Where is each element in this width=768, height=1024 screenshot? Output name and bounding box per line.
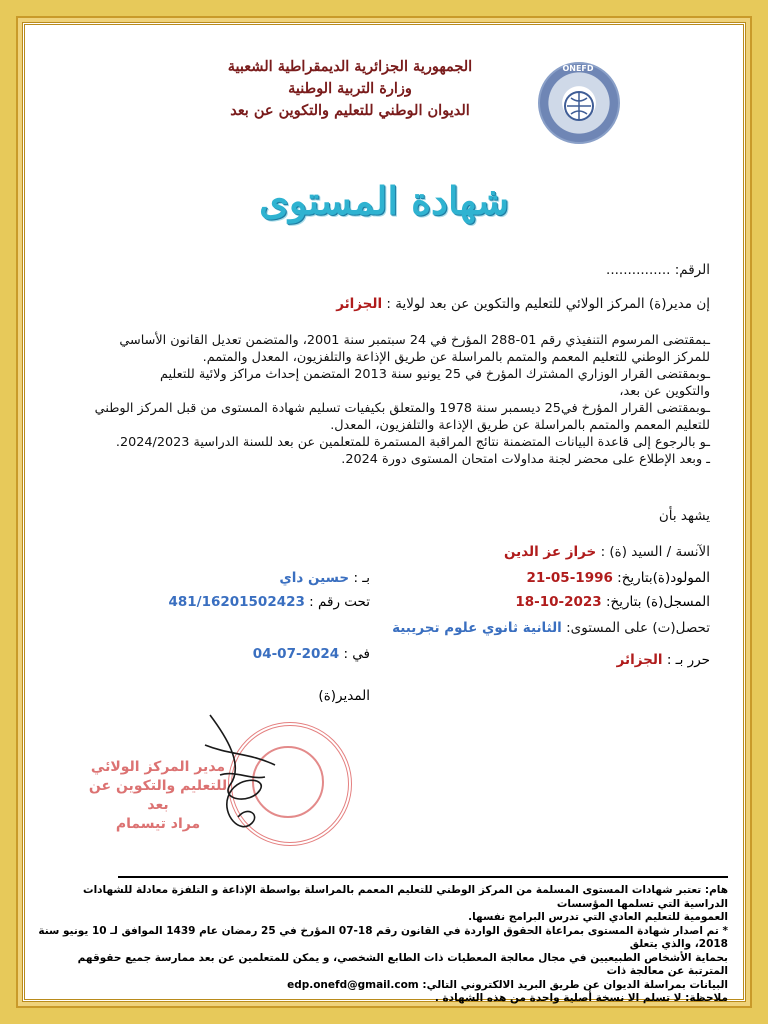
- consideration-line: ـ وبعد الإطلاع على محضر لجنة مداولات امتحان المستوى دورة 2024.: [341, 452, 710, 467]
- registration-number-label: تحت رقم :: [304, 594, 370, 610]
- certifies-text: يشهد بأن: [658, 508, 710, 524]
- issue-date-row: [170, 646, 370, 662]
- name-row: [56, 544, 710, 560]
- issued-at-label: حرر بـ :: [662, 652, 710, 668]
- note-line: ملاحظة: لا تسلم الا نسخة أصلية واحدة من هذه الشهادة .: [434, 992, 728, 1004]
- level-row: [56, 620, 710, 636]
- onefd-logo: [538, 62, 620, 144]
- director-label: المدير(ة): [318, 688, 370, 704]
- issued-at-value: الجزائر: [616, 652, 663, 668]
- birth-place-label: بـ :: [349, 570, 370, 586]
- stamp-line-2: للتعليم والتكوين عن بعد: [88, 778, 228, 813]
- consideration-line: والتكوين عن بعد،: [619, 384, 710, 399]
- handwritten-signature: [190, 705, 290, 845]
- republic-name: الجمهورية الجزائرية الديمقراطية الشعبية: [227, 58, 473, 75]
- stamp-line-1: مدير المركز الولائي: [90, 759, 226, 775]
- level-value: الثانية ثانوي علوم تجريبية: [392, 620, 562, 636]
- consideration-line: ـبمقتضى المرسوم التنفيذي رقم 01-288 المؤرخ في 24 سبتمبر سنة 2001، والمتضمن تعديل القانون الأساسي: [119, 333, 710, 348]
- consideration-line: للمركز الوطني للتعليم المعمم والمتمم بالمراسلة عن طريق الإذاعة والتلفزيون، المعدل والمتمم.: [202, 350, 710, 365]
- note-line: البيانات بمراسلة الديوان عن طريق البريد الالكتروني التالي: edp.onefd@gmail.com: [287, 978, 728, 991]
- issue-date-label: في :: [339, 646, 370, 662]
- name-value: خراز عز الدين: [504, 544, 597, 560]
- note-line: * تم اصدار شهادة المستوى بمراعاة الحقوق الواردة في القانون رقم 18-07 المؤرخ في 25 رمضان عام 1439 الموافق لـ 10 يونيو سنة 2018، والذي يتعلق: [38, 924, 728, 950]
- issue-date-value: 04-07-2024: [252, 646, 340, 662]
- birth-date-value: 21-05-1996: [526, 570, 613, 586]
- registration-date-label: المسجل(ة) بتاريخ:: [601, 594, 710, 610]
- birth-date-label: المولود(ة)بتاريخ:: [612, 570, 710, 586]
- certificate-title: شهادة المستوى: [259, 178, 509, 223]
- consideration-line: ـو بالرجوع إلى قاعدة البيانات المتضمنة نتائج المراقبة المستمرة للمتعلمين عن بعد للسنة الدراسية 2024/2023.: [115, 435, 710, 450]
- birth-place-row: [170, 570, 370, 586]
- logo-label: ONEFD: [562, 64, 594, 73]
- birth-place-value: حسين داي: [279, 570, 350, 586]
- consideration-line: ـوبمقتضى القرار المؤرخ في25 ديسمبر سنة 1978 والمتعلق بكيفيات تسليم شهادة المستوى من قبل المركز الوطني: [94, 401, 710, 416]
- consideration-line: ـوبمقتضى القرار الوزاري المشترك المؤرخ في 25 يونيو سنة 2013 المتضمن إحداث مراكز ولائية للتعليم: [160, 367, 710, 382]
- name-label: الآنسة / السيد (ة) :: [596, 544, 710, 560]
- globe-icon: [540, 64, 618, 142]
- wilaya-value: الجزائر: [336, 296, 383, 312]
- note-line: هام: تعتبر شهادات المستوى المسلمة من المركز الوطني للتعليم المعمم بالمراسلة بواسطة الإذاعة و التلفزة معادلة للشهادات الدراسية التي تسلمها المؤسسات: [83, 884, 728, 910]
- reference-number: الرقم: ...............: [606, 262, 710, 278]
- level-label: تحصل(ت) على المستوى:: [561, 620, 710, 636]
- birth-date-row: [400, 570, 710, 586]
- note-line: بحماية الأشخاص الطبيعيين في مجال معالجة المعطيات ذات الطابع الشخصي، و يمكن للمتعلمين عن بعد ممارسة جميع حقوقهم المترتبة عن معالجة ذات: [77, 951, 728, 977]
- registration-date-value: 18-10-2023: [515, 594, 602, 610]
- registration-number-value: 481/16201502423: [168, 594, 305, 610]
- header-block: [200, 56, 500, 122]
- consideration-line: للتعليم المعمم والمتمم بالمراسلة عن طريق الإذاعة والتلفزيون، المعدل.: [330, 418, 710, 433]
- footer-divider: [118, 876, 728, 878]
- note-line: العمومية للتعليم العادي التي تدرس البرامج نفسها.: [468, 911, 728, 923]
- registration-date-row: [400, 594, 710, 610]
- registration-number-row: [110, 594, 370, 610]
- legal-considerations: [50, 332, 710, 468]
- stamp-line-3: مراد تيسمام: [115, 816, 201, 832]
- issued-at-row: [470, 652, 710, 668]
- footer-notes: [38, 884, 728, 1006]
- director-intro-line: [56, 296, 710, 312]
- director-intro-text: إن مدير(ة) المركز الولائي للتعليم والتكوين عن بعد لولاية :: [382, 296, 710, 312]
- ministry-name: وزارة التربية الوطنية: [288, 80, 412, 97]
- office-name: الديوان الوطني للتعليم والتكوين عن بعد: [230, 102, 470, 119]
